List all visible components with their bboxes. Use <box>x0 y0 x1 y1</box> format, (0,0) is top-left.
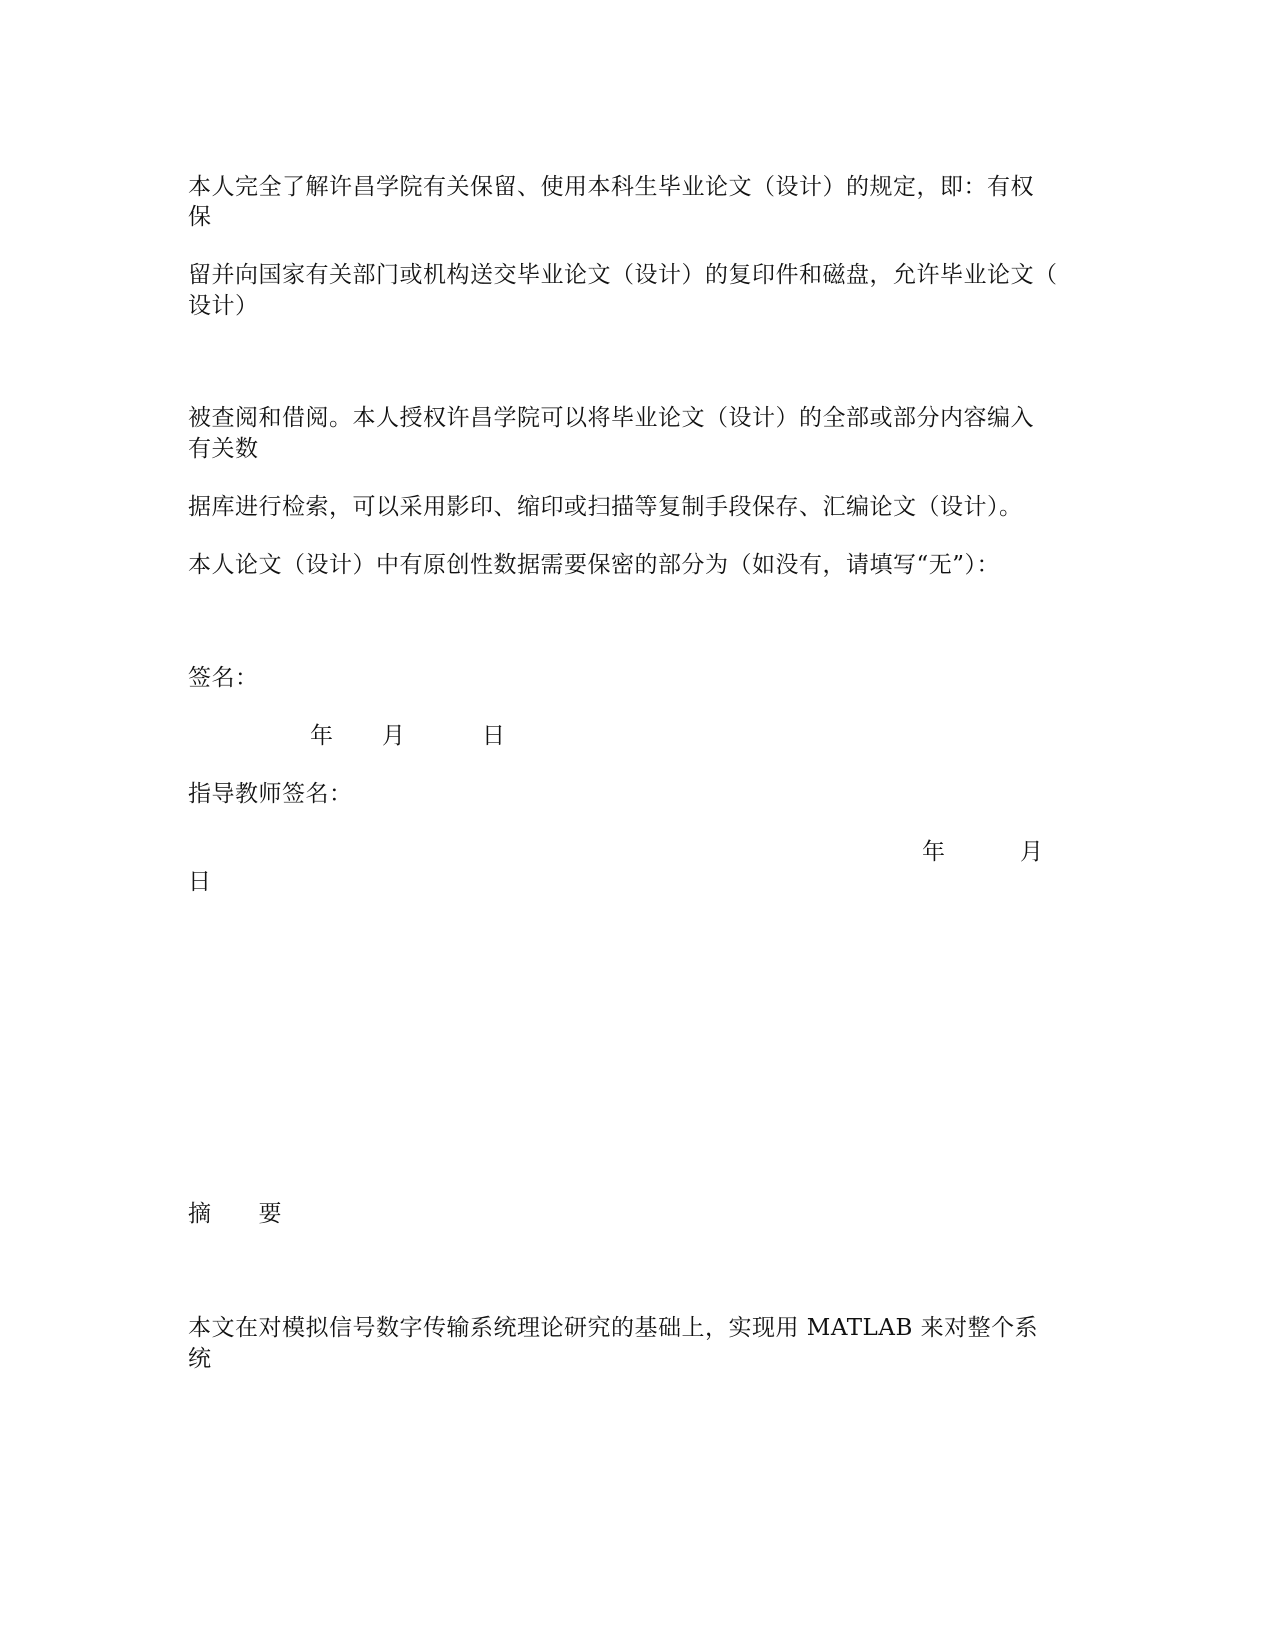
advisor-signature-label: 指导教师签名： <box>188 781 353 807</box>
advisor-date-day: 日 <box>188 869 211 895</box>
author-signature-label: 签名： <box>188 665 259 691</box>
abstract-text-line: 统 <box>188 1346 212 1372</box>
advisor-date-month: 月 <box>1020 839 1043 865</box>
author-date-year: 年 <box>310 723 333 749</box>
author-date-month: 月 <box>382 723 405 749</box>
confidential-statement: 本人论文（设计）中有原创性数据需要保密的部分为（如没有，请填写“无”）： <box>188 552 1001 578</box>
declaration-line: 本人完全了解许昌学院有关保留、使用本科生毕业论文（设计）的规定，即：有权 <box>188 174 1034 200</box>
declaration-line: 设计） <box>188 293 259 319</box>
advisor-date-year: 年 <box>922 839 945 865</box>
declaration-line: 有关数 <box>188 436 259 462</box>
abstract-heading: 摘 要 <box>188 1201 282 1227</box>
abstract-text-line: 本文在对模拟信号数字传输系统理论研究的基础上，实现用 MATLAB 来对整个系 <box>188 1315 1039 1341</box>
declaration-line: 据库进行检索，可以采用影印、缩印或扫描等复制手段保存、汇编论文（设计）。 <box>188 494 1023 520</box>
author-date-day: 日 <box>482 723 505 749</box>
declaration-line: 保 <box>188 204 212 230</box>
declaration-line: 留并向国家有关部门或机构送交毕业论文（设计）的复印件和磁盘，允许毕业论文（ <box>188 262 1058 288</box>
declaration-line: 被查阅和借阅。本人授权许昌学院可以将毕业论文（设计）的全部或部分内容编入 <box>188 405 1034 431</box>
